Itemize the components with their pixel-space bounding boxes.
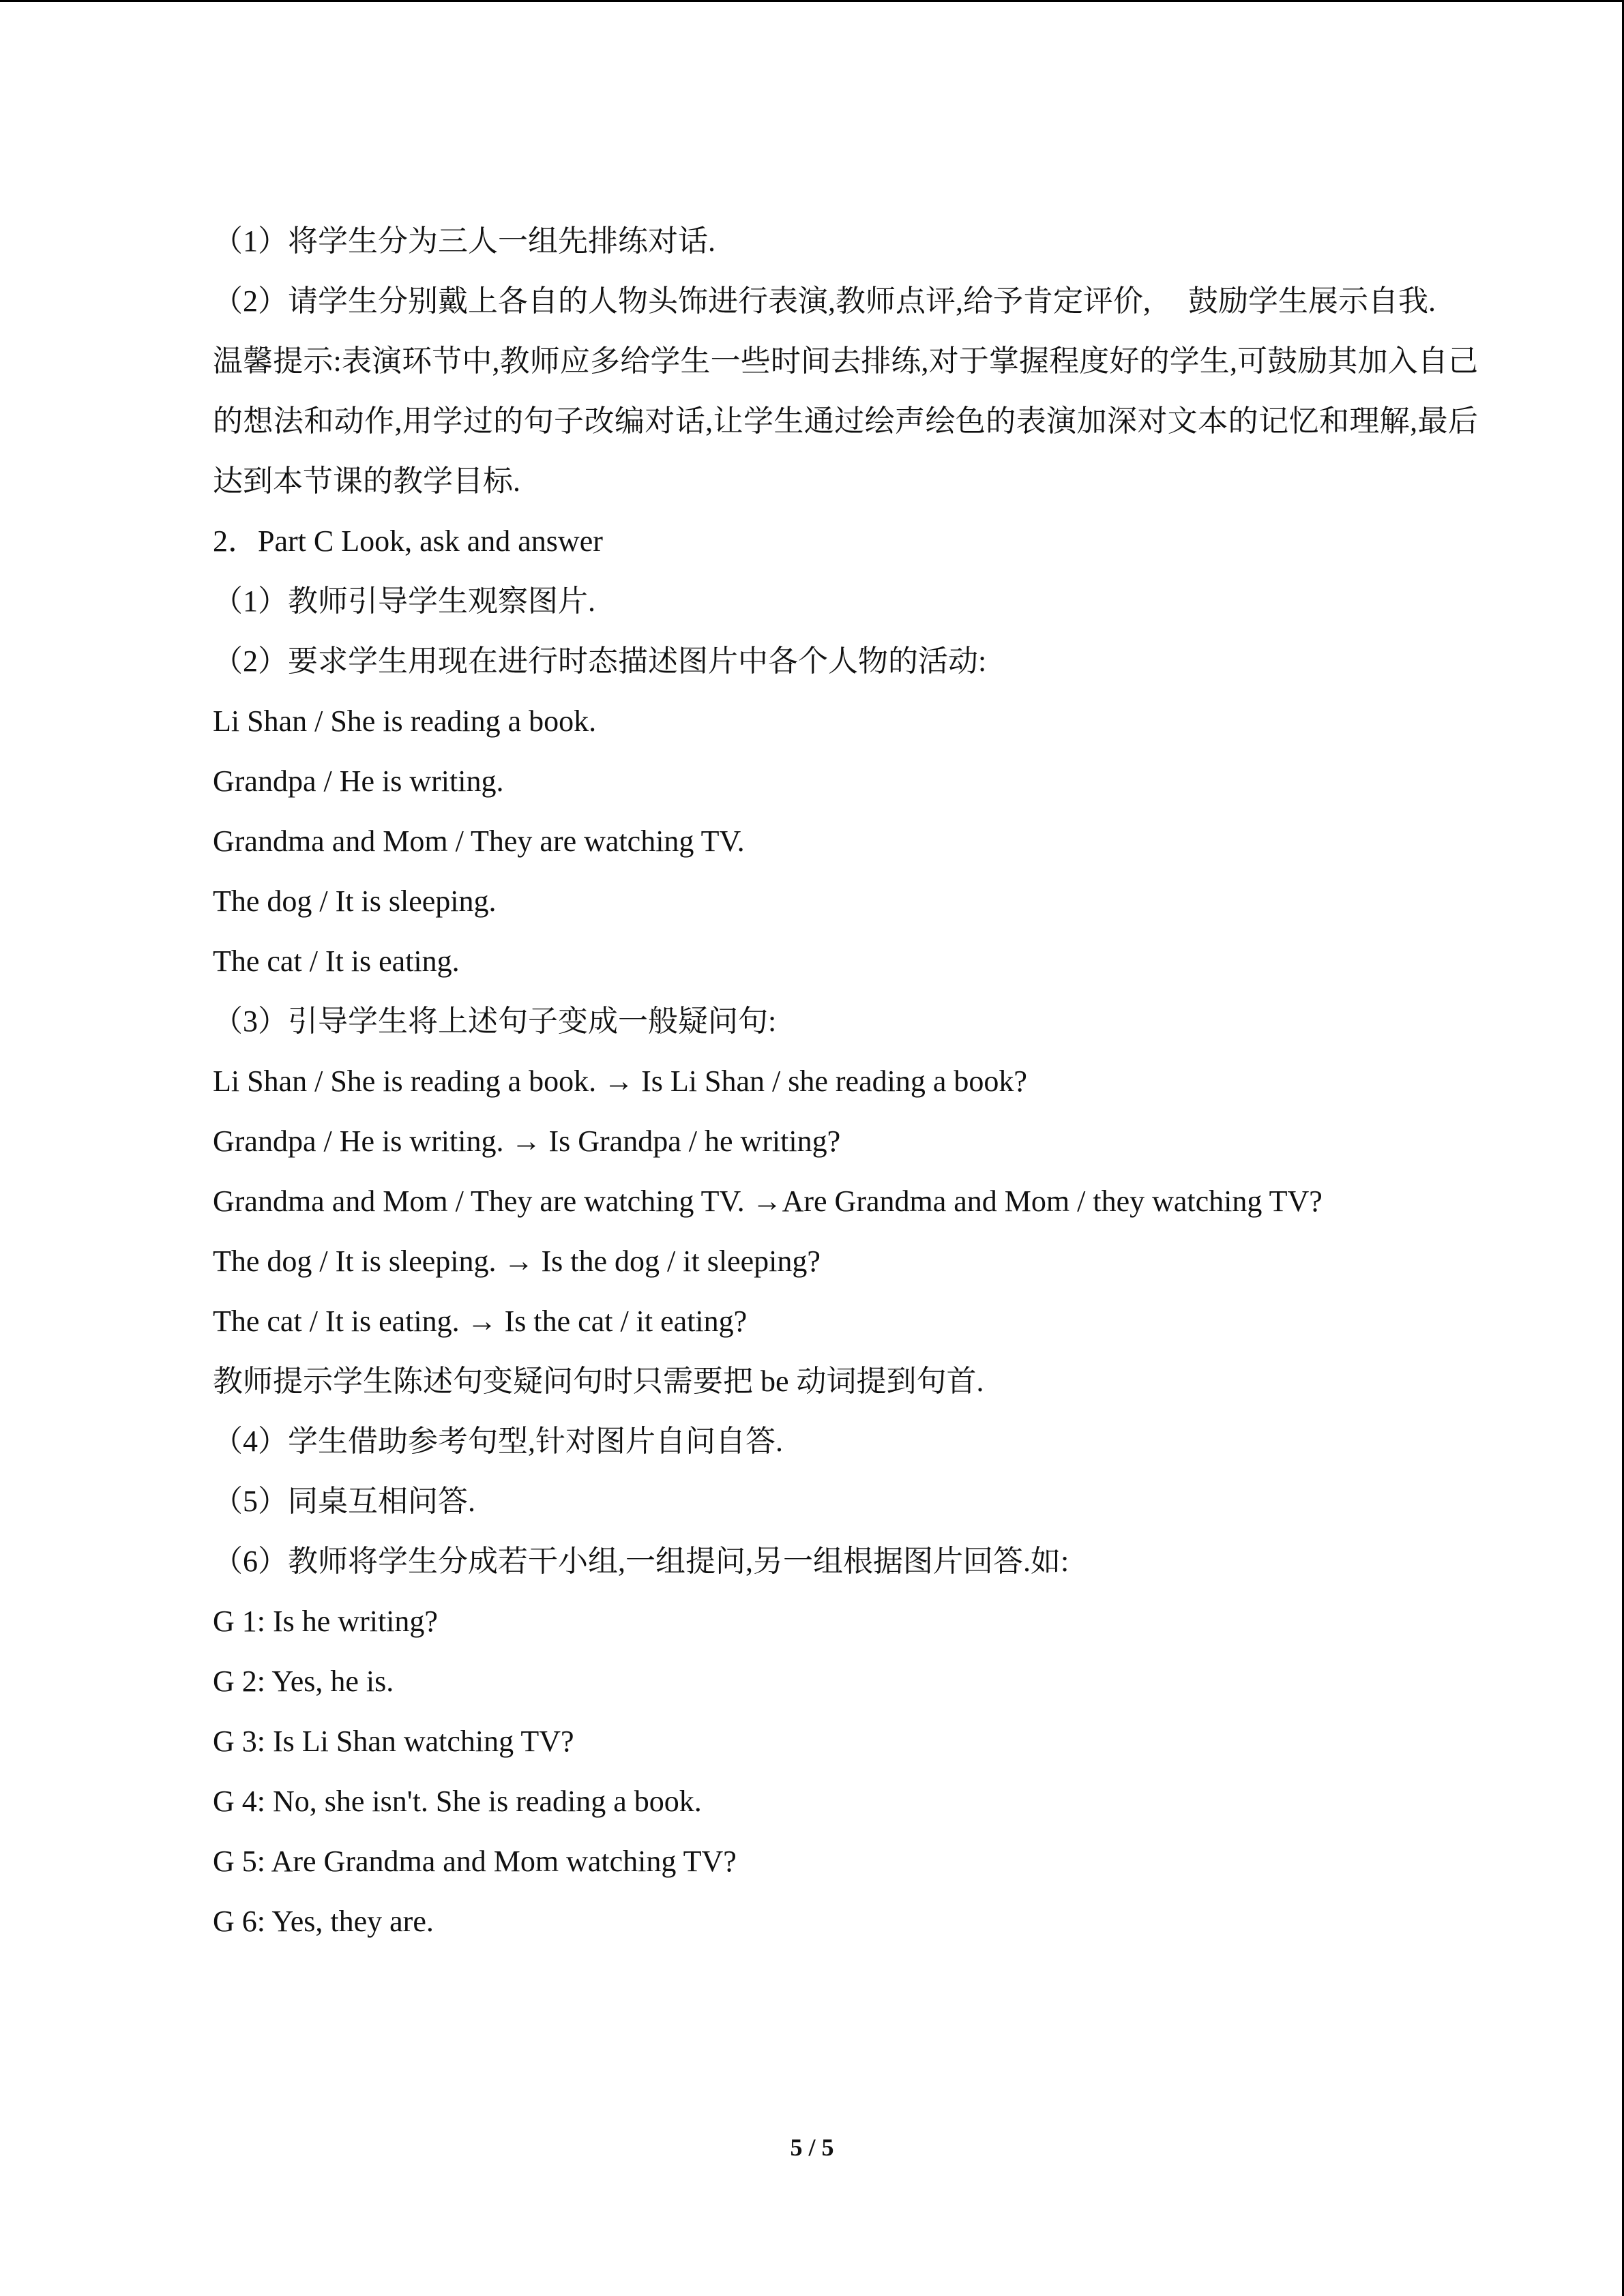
question-transform-5: The cat / It is eating. → Is the cat / it eating? bbox=[213, 1304, 748, 1338]
grammar-tip: 教师提示学生陈述句变疑问句时只需要把 be 动词提到句首. bbox=[213, 1365, 984, 1398]
question-transform-1: Li Shan / She is reading a book. → Is Li Shan / she reading a book? bbox=[213, 1064, 1027, 1098]
part-c-step-6: （6）教师将学生分成若干小组,一组提问,另一组根据图片回答.如: bbox=[213, 1545, 1069, 1578]
page-number: 5 / 5 bbox=[790, 2134, 834, 2161]
part-c-step-2: （2）要求学生用现在进行时态描述图片中各个人物的活动: bbox=[213, 644, 987, 678]
part-c-step-1: （1）教师引导学生观察图片. bbox=[213, 584, 595, 618]
document-body bbox=[151, 211, 1478, 1952]
example-sentence-5: The cat / It is eating. bbox=[213, 944, 460, 978]
example-sentence-3: Grandma and Mom / They are watching TV. bbox=[213, 824, 745, 858]
section-heading-part-c: 2．Part C Look, ask and answer bbox=[213, 524, 603, 558]
question-transform-2: Grandpa / He is writing. → Is Grandpa / he writing? bbox=[213, 1124, 841, 1158]
part-c-step-5: （5）同桌互相问答. bbox=[213, 1485, 475, 1518]
dialogue-line-g1: G 1: Is he writing? bbox=[213, 1605, 438, 1638]
step-1-group-practice: （1）将学生分为三人一组先排练对话. bbox=[213, 224, 715, 258]
step-2-perform-with-headwear: （2）请学生分别戴上各自的人物头饰进行表演,教师点评,给予肯定评价, 鼓励学生展示自我. bbox=[213, 284, 1436, 318]
teaching-tip: 温馨提示:表演环节中,教师应多给学生一些时间去排练,对于掌握程度好的学生,可鼓励其加入自己的想法和动作,用学过的句子改编对话,让学生通过绘声绘色的表演加深对文本的记忆和理解,最后达到本节课的教学目标. bbox=[213, 344, 1478, 498]
question-transform-3: Grandma and Mom / They are watching TV. →Are Grandma and Mom / they watching TV? bbox=[213, 1184, 1323, 1218]
example-sentence-1: Li Shan / She is reading a book. bbox=[213, 704, 597, 738]
dialogue-line-g2: G 2: Yes, he is. bbox=[213, 1665, 394, 1698]
dialogue-line-g5: G 5: Are Grandma and Mom watching TV? bbox=[213, 1845, 737, 1878]
part-c-step-3: （3）引导学生将上述句子变成一般疑问句: bbox=[213, 1004, 777, 1038]
example-sentence-4: The dog / It is sleeping. bbox=[213, 884, 497, 918]
dialogue-line-g3: G 3: Is Li Shan watching TV? bbox=[213, 1725, 574, 1758]
dialogue-line-g4: G 4: No, she isn't. She is reading a book. bbox=[213, 1785, 702, 1818]
part-c-step-4: （4）学生借助参考句型,针对图片自问自答. bbox=[213, 1425, 783, 1458]
question-transform-4: The dog / It is sleeping. → Is the dog / it sleeping? bbox=[213, 1244, 821, 1278]
example-sentence-2: Grandpa / He is writing. bbox=[213, 764, 504, 798]
dialogue-line-g6: G 6: Yes, they are. bbox=[213, 1905, 434, 1938]
